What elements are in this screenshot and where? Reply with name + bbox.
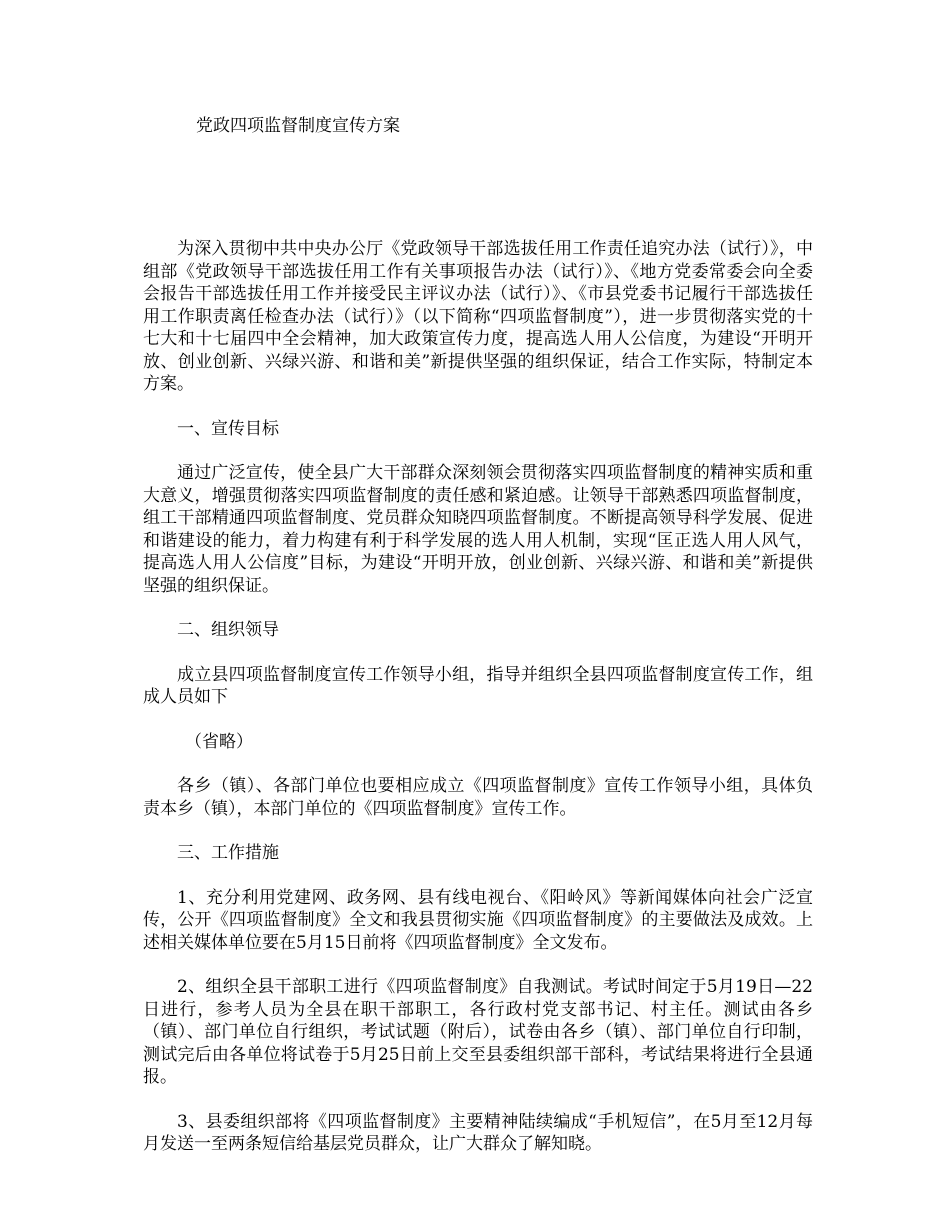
goals-paragraph: 通过广泛宣传，使全县广大干部群众深刻领会贯彻落实四项监督制度的精神实质和重大意义，增强贯彻落实四项监督制度的责任感和紧迫感。让领导干部熟悉四项监督制度，组工干部精通四项监督制度、党员群众知晓四项监督制度。不断提高领导科学发展、促进和谐建设的能力，着力构建有利于科学发展的选人用人机制，实现“匡正选人用人风气，提高选人用人公信度”目标，为建设“开明开放，创业创新、兴绿兴游、和谐和美”新提供坚强的组织保证。 xyxy=(143,463,813,596)
section-heading-goals: 一、宣传目标 xyxy=(177,418,279,439)
document-body xyxy=(143,238,813,1178)
section-heading-measures: 三、工作措施 xyxy=(177,843,279,863)
measure-item-2: 2、组织全县干部职工进行《四项监督制度》自我测试。考试时间定于5月19日—22日进行，参考人员为全县在职干部职工，各行政村党支部书记、村主任。测试由各乡（镇）、部门单位自行组织，考试试题（附后），试卷由各乡（镇）、部门单位自行印制，测试完后由各单位将试卷于5月25日前上交至县委组织部干部科，考试结果将进行全县通报。 xyxy=(143,977,813,1087)
measure-item-1: 1、充分利用党建网、政务网、县有线电视台、《阳岭风》等新闻媒体向社会广泛宣传，公开《四项监督制度》全文和我县贯彻实施《四项监督制度》的主要做法及成效。上述相关媒体单位要在5月15日前将《四项监督制度》全文发布。 xyxy=(143,887,813,953)
omitted-note: （省略） xyxy=(185,731,253,752)
intro-paragraph: 为深入贯彻中共中央办公厅《党政领导干部选拔任用工作责任追究办法（试行）》，中组部《党政领导干部选拔任用工作有关事项报告办法（试行）》、《地方党委常委会向全委会报告干部选拔任用工作并接受民主评议办法（试行）》、《市县党委书记履行干部选拔任用工作职责离任检查办法（试行）》（以下简称“四项监督制度”），进一步贯彻落实党的十七大和十七届四中全会精神，加大政策宣传力度，提高选人用人公信度，为建设“开明开放、创业创新、兴绿兴游、和谐和美”新提供坚强的组织保证，结合工作实际，特制定本方案。 xyxy=(143,239,813,394)
section-heading-leadership: 二、组织领导 xyxy=(177,620,279,640)
leadership-paragraph-2: 各乡（镇）、各部门单位也要相应成立《四项监督制度》宣传工作领导小组，具体负责本乡（镇），本部门单位的《四项监督制度》宣传工作。 xyxy=(143,776,813,819)
measure-item-3: 3、县委组织部将《四项监督制度》主要精神陆续编成“手机短信”，在5月至12月每月发送一至两条短信给基层党员群众，让广大群众了解知晓。 xyxy=(143,1111,813,1154)
leadership-paragraph: 成立县四项监督制度宣传工作领导小组，指导并组织全县四项监督制度宣传工作，组成人员如下 xyxy=(143,664,813,707)
document-title: 党政四项监督制度宣传方案 xyxy=(196,116,400,136)
